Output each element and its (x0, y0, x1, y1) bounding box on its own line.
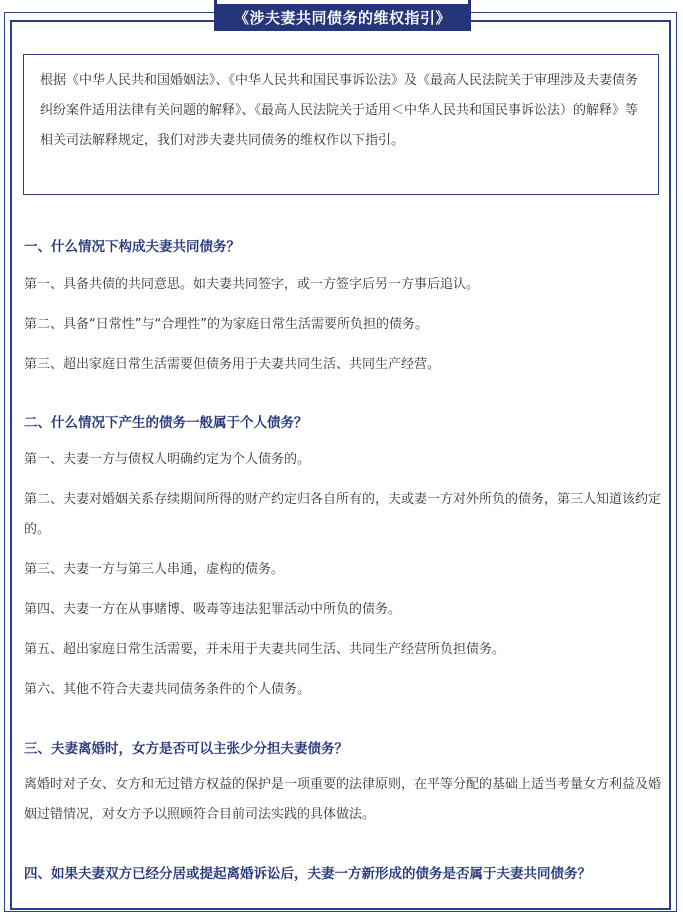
section-2-item-1: 第一、夫妻一方与债权人明确约定为个人债务的。 (24, 452, 311, 467)
intro-text: 根据《中华人民共和国婚姻法》、《中华人民共和国民事诉讼法》及《最高人民法院关于审理涉及夫妻债务纠纷案件适用法律有关问题的解释》、《最高人民法院关于适用＜中华人民共和国民事诉讼法）的解释》等相关司法解释规定，我们对涉夫妻共同债务的维权作以下指引。 (40, 73, 639, 148)
section-2-item-3: 第三、夫妻一方与第三人串通，虚构的债务。 (24, 562, 285, 577)
intro-box (23, 54, 659, 195)
section-1-item-3: 第三、超出家庭日常生活需要但债务用于夫妻共同生活、共同生产经营。 (24, 357, 441, 372)
section-3-heading: 三、夫妻离婚时，女方是否可以主张少分担夫妻债务？ (24, 741, 348, 757)
section-2-item-6: 第六、其他不符合夫妻共同债务条件的个人债务。 (24, 682, 311, 697)
section-1-item-1: 第一、具备共债的共同意思。如夫妻共同签字，或一方签字后另一方事后追认。 (24, 277, 480, 292)
section-3-item-1: 离婚时对子女、女方和无过错方权益的保护是一项重要的法律原则，在平等分配的基础上适当考量女方利益及婚姻过错情况，对女方予以照顾符合目前司法实践的具体做法。 (24, 777, 662, 822)
section-2-heading: 二、什么情况下产生的债务一般属于个人债务？ (24, 415, 308, 431)
page-title: 《涉夫妻共同债务的维权指引》 (214, 4, 471, 31)
section-4-heading: 四、如果夫妻双方已经分居或提起离婚诉讼后，夫妻一方新形成的债务是否属于夫妻共同债务？ (24, 866, 591, 882)
section-1-heading: 一、什么情况下构成夫妻共同债务？ (24, 239, 240, 255)
section-2-item-5: 第五、超出家庭日常生活需要，并未用于夫妻共同生活、共同生产经营所负担债务。 (24, 642, 506, 657)
section-2-item-2: 第二、夫妻对婚姻关系存续期间所得的财产约定归各自所有的，夫或妻一方对外所负的债务，第三人知道该约定的。 (24, 492, 662, 537)
section-1-item-2: 第二、具备“日常性”与“合理性”的为家庭日常生活需要所负担的债务。 (24, 317, 428, 332)
section-2-item-4: 第四、夫妻一方在从事赌博、吸毒等违法犯罪活动中所负的债务。 (24, 602, 402, 617)
